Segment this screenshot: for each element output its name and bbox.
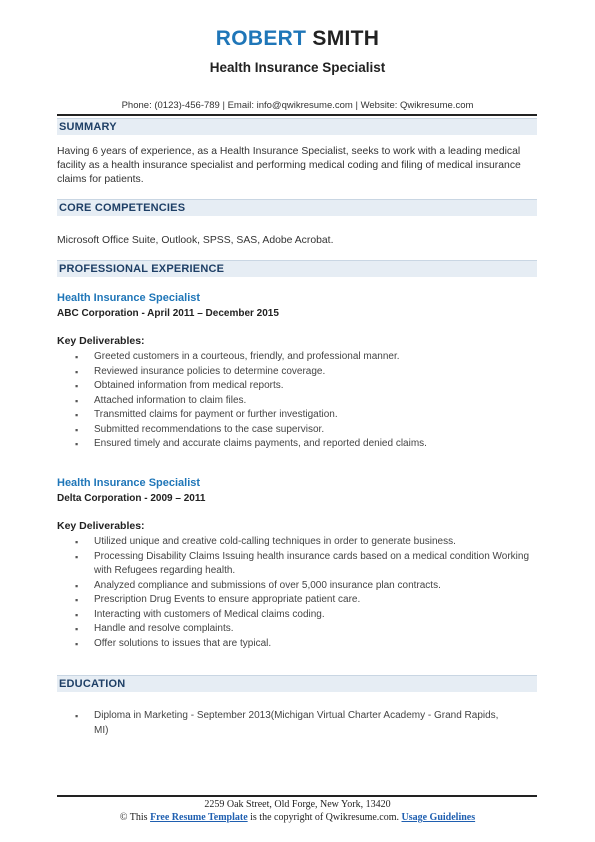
list-item [75, 394, 535, 409]
experience-heading-bar [57, 260, 537, 277]
education-heading-bar [57, 675, 537, 692]
copyright-middle: is the copyright of Qwikresume.com. [247, 812, 402, 823]
bullet-icon: ▪ [75, 711, 79, 721]
deliverables-label: Key Deliverables: [57, 335, 145, 347]
competencies-text: Microsoft Office Suite, Outlook, SPSS, SAS, Adobe Acrobat. [57, 235, 334, 246]
deliverables-list [75, 350, 535, 452]
summary-text: Having 6 years of experience, as a Health Insurance Specialist, seeks to work with a leading medical facility as a health insurance specialist and performing medical coding and filing of medical insurance claims for patients. [57, 146, 521, 185]
bullet-icon: ▪ [75, 395, 79, 406]
bullet-icon: ▪ [75, 638, 79, 649]
list-item-text: Submitted recommendations to the case supervisor. [94, 423, 325, 435]
job-title: Health Insurance Specialist [57, 292, 201, 304]
contact-line: Phone: (0123)-456-789 | Email: info@qwikresume.com | Website: Qwikresume.com [121, 100, 474, 111]
list-item [75, 593, 535, 608]
education-heading: EDUCATION [59, 678, 126, 690]
list-item [75, 535, 535, 550]
bullet-icon: ▪ [75, 424, 79, 435]
bullet-icon: ▪ [75, 537, 79, 547]
education-list [75, 709, 515, 738]
job-company: Delta Corporation - 2009 – 2011 [57, 493, 206, 504]
bullet-icon: ▪ [75, 595, 79, 605]
list-item-text: Attached information to claim files. [94, 394, 247, 406]
header-divider [57, 114, 537, 116]
list-item [75, 622, 535, 637]
experience-heading: PROFESSIONAL EXPERIENCE [59, 263, 225, 275]
list-item-text: Analyzed compliance and submissions of over 5,000 insurance plan contracts. [94, 579, 441, 591]
bullet-icon: ▪ [75, 624, 79, 634]
list-item-text: Interacting with customers of Medical claims coding. [94, 608, 325, 620]
bullet-icon: ▪ [75, 410, 79, 420]
list-item-text: Prescription Drug Events to ensure appropriate patient care. [94, 594, 361, 605]
free-resume-template-link[interactable]: Free Resume Template [150, 812, 248, 823]
candidate-name [0, 27, 595, 51]
deliverables-label: Key Deliverables: [57, 520, 145, 532]
education-item-text: Diploma in Marketing - September 2013(Michigan Virtual Charter Academy - Grand Rapids, MI) [94, 710, 499, 736]
list-item [75, 637, 535, 652]
list-item [75, 608, 535, 623]
list-item [75, 437, 535, 452]
usage-guidelines-link[interactable]: Usage Guidelines [401, 812, 476, 823]
competencies-heading: CORE COMPETENCIES [59, 202, 186, 214]
list-item-text: Utilized unique and creative cold-calling techniques in order to generate business. [94, 536, 456, 547]
list-item-text: Processing Disability Claims Issuing health insurance cards based on a medical condition Working with Refugees regarding health. [94, 550, 530, 576]
bullet-icon: ▪ [75, 609, 79, 620]
list-item-text: Reviewed insurance policies to determine coverage. [94, 365, 326, 377]
last-name: SMITH [312, 27, 380, 50]
headline-title: Health Insurance Specialist [209, 60, 386, 75]
bullet-icon: ▪ [75, 366, 79, 377]
first-name: ROBERT [215, 27, 307, 50]
list-item [75, 365, 535, 380]
list-item-text: Handle and resolve complaints. [94, 623, 234, 634]
list-item [75, 579, 535, 594]
list-item [75, 550, 535, 579]
summary-heading-bar [57, 118, 537, 135]
list-item [75, 709, 515, 738]
footer-address: 2259 Oak Street, Old Forge, New York, 13420 [204, 799, 391, 810]
bullet-icon: ▪ [75, 580, 79, 591]
bullet-icon: ▪ [75, 381, 79, 391]
deliverables-list [75, 535, 535, 651]
bullet-icon: ▪ [75, 439, 79, 449]
copyright-prefix: © This [119, 812, 151, 823]
bullet-icon: ▪ [75, 352, 79, 362]
competencies-heading-bar [57, 199, 537, 216]
footer-divider [57, 795, 537, 797]
footer-copyright [0, 812, 595, 823]
list-item [75, 408, 535, 423]
bullet-icon: ▪ [75, 551, 79, 562]
list-item-text: Obtained information from medical reports. [94, 380, 284, 391]
list-item-text: Offer solutions to issues that are typical. [94, 637, 272, 649]
list-item [75, 423, 535, 438]
list-item-text: Ensured timely and accurate claims payments, and reported denied claims. [94, 438, 427, 449]
list-item [75, 379, 535, 394]
job-company: ABC Corporation - April 2011 – December 2015 [57, 308, 279, 319]
job-title: Health Insurance Specialist [57, 477, 201, 489]
summary-heading: SUMMARY [59, 121, 117, 133]
list-item-text: Transmitted claims for payment or further investigation. [94, 409, 338, 420]
list-item [75, 350, 535, 365]
list-item-text: Greeted customers in a courteous, friendly, and professional manner. [94, 351, 400, 362]
